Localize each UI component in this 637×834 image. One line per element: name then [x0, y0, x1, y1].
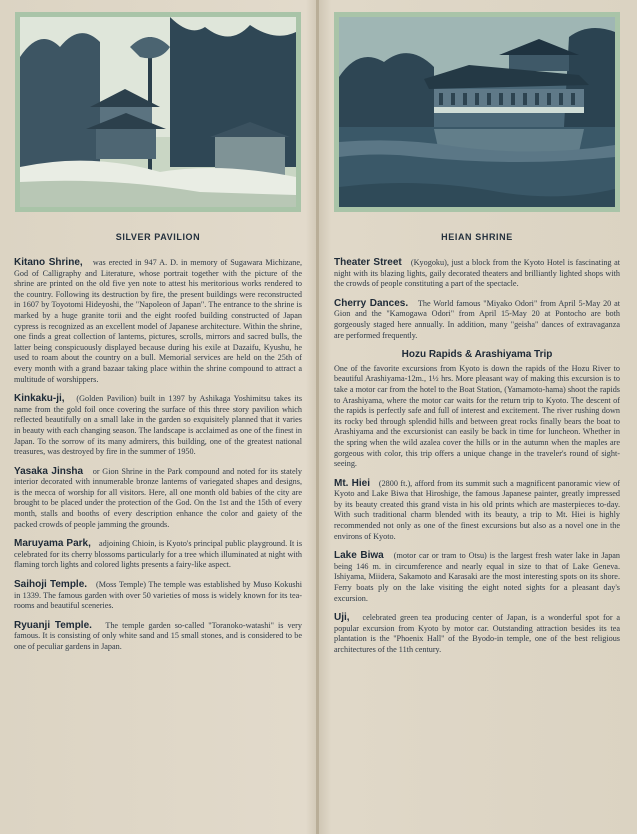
entry-title: Cherry Dances.: [334, 297, 416, 309]
entry-kinkaku-ji: [14, 394, 302, 458]
entry-theater-street: [334, 258, 620, 290]
entry-ryuanji-temple: [14, 621, 302, 653]
entry-text: adjoining Chioin, is Kyoto's principal public playground. It is celebrated for its cherry blossoms particularly for a tree which illuminated at night with flaming torch lights and colored lights presents a fairy-like aspect.: [14, 539, 303, 570]
entry-title: Ryuanji Temple.: [14, 619, 102, 631]
entry-lake-biwa: [334, 551, 620, 604]
entry-text: or Gion Shrine in the Park compound and noted for its stately interior decorated with innumerable bronze lanterns of variegated shapes and designs, is the mecca of worship for all visitors. Here, all one month old babies of the city are brought to be placed under the protection of the God. On the 1st and the 15th of every month, stalls and booths of every description enhance the color and gaiety of the packed crowds of people jamming the grounds.: [14, 466, 302, 529]
page-fold: [316, 0, 319, 834]
entry-text: (Kyogoku), just a block from the Kyoto Hotel is fascinating at night with its blazing lights, gaily decorated theaters and brilliantly lighted shops with the crowds of people constituting a part of the spectacle.: [334, 258, 620, 289]
heian-shrine-caption: HEIAN SHRINE: [441, 232, 513, 242]
entry-text: celebrated green tea producing center of Japan, is a wonderful spot for a popular excursion from Kyoto by motor car. Outstanding attraction besides its tea plantation is the "Phoenix Hall" of the Byodo-in temple, one of the best religious architectures of the 11th century.: [334, 613, 620, 654]
entry-saihoji-temple: [14, 580, 302, 612]
entry-title: Kinkaku-ji,: [14, 393, 73, 405]
entry-title: Yasaka Jinsha: [14, 465, 90, 477]
entry-text: The World famous "Miyako Odori" from April 5-May 20 at Gion and the "Kamogawa Odori" from April 15-May 20 at Pontocho are both gorgeously staged here annually. In addition, many "geisha" dances of extravaganza are performed frequently.: [334, 298, 620, 340]
heian-shrine-photo: [334, 12, 620, 212]
entry-title: Theater Street: [334, 257, 409, 268]
entry-text: (motor car or tram to Otsu) is the largest fresh water lake in Japan being 146 m. in circumference and nearly equal in size to that of Lake Geneva. Ishiyama, Miidera, Sakamoto and Karasaki are the most interesting spots on its shore. Ferry boats ply on the lake visiting the eight noted sights for a pleasant day's excursion.: [334, 551, 621, 603]
entry-title: Uji,: [334, 612, 359, 624]
entry-title: Lake Biwa: [334, 550, 391, 562]
entry-title: Mt. Hiei: [334, 477, 377, 489]
entry-title: Hozu Rapids & Arashiyama Trip: [401, 349, 553, 361]
entry-title: Kitano Shrine,: [14, 257, 90, 268]
entry-title: Maruyama Park,: [14, 538, 97, 550]
entry-mt-hiei: [334, 479, 620, 543]
entry-hozu-rapids: [334, 350, 620, 470]
silver-pavilion-caption: SILVER PAVILION: [115, 232, 201, 242]
entry-yasaka-jinsha: [14, 467, 302, 531]
entry-title: Saihoji Temple.: [14, 579, 94, 591]
entry-text: The temple garden so-called "Toranoko-watashi" is very famous. It is consisting of only white sand and 15 small stones, and is considered to be one of peculiar gardens in Japan.: [14, 620, 303, 651]
entry-kitano-shrine: [14, 258, 302, 385]
entry-text: was erected in 947 A. D. in memory of Sugawara Michizane, God of Calligraphy and Literature, whose portrait together with the picture of the shrine are printed on the old five yen note to attest his meritorious works rendered to the country. Following its destruction by fire, the present buildings were reconstructed in 1607 by Toyotomi Hideyoshi, the "Napoleon of Japan". The entrance to the shrine is marked by a huge granite torii and the eight roofed building constructed of Japan cypress is recognized as an excellent model of Japanese architecture. Within the shrine, one finds a great collection of lanterns, pictures, scrolls, mirrors and sacred bulls, the latter being conspicuously displayed because during his exile at Dazaifu, Kyushu, he used to roam about the country on a bull. Memorial services are held on the 25th of every month with a grand bazaar taking place within the shrine compound to attract a multitude of worshippers.: [14, 258, 303, 384]
entry-uji: [334, 613, 620, 655]
entry-text: (Moss Temple) The temple was established by Muso Kokushi in 1339. The famous garden with over 50 varieties of moss is widely known for its tea-rooms and beautiful sceneries.: [14, 580, 302, 611]
entry-cherry-dances: [334, 299, 620, 341]
entry-text: (Golden Pavilion) built in 1397 by Ashikaga Yoshimitsu takes its name from the gold foil once covering the surface of this three story pavilion which reflected beautifully on a small lake in the garden so exquisitely planned that it varies in beauty with each changing season. The landscape is acclaimed as one of the finest in Japan. To the sorrow of its many admirers, this building, one of the greatest national treasures, was destroyed by fire in the summer of 1950.: [14, 394, 303, 457]
left-column: [8, 0, 308, 834]
entry-text: (2800 ft.), afford from its summit such a magnificent panoramic view of Kyoto and Lake Biwa that Hiroshige, the famous Japanese painter, greatly impressed by its beauty created this grand vista in his old prints which are masterpieces to-day. With such traditional charm blended with its beauty, a trip to Mt. Hiei is highly recommended not only as one of the finest excursions but also as a novel one in the environs of Kyoto.: [334, 478, 620, 541]
entry-maruyama-park: [14, 539, 302, 571]
right-column: [328, 0, 626, 834]
silver-pavilion-photo: [15, 12, 301, 212]
entry-text: One of the favorite excursions from Kyoto is down the rapids of the Hozu River to beautiful Arashiyama-12m., 1½ hrs. More pleasant way of making this excursion is to take a motor car from the hotel to the Boat Station, (Yamamoto-hama) shoot the rapids to Arashiyama, where the motor car waits for the return trip to Kyoto. The descent of the rapids is perfectly safe and full of interest and excitement. The river rushing down its rocky bed through splendid hills and between great rocks finally bears the boat to Arashiyama and the excursionist can easily be back in time for luncheon. Whether in the spring when the wild azalea cover the hills or in the autumn when the maples are gorgeous with color, this trip offers a unique change in the traveler's round of sight-seeing.: [334, 363, 620, 469]
